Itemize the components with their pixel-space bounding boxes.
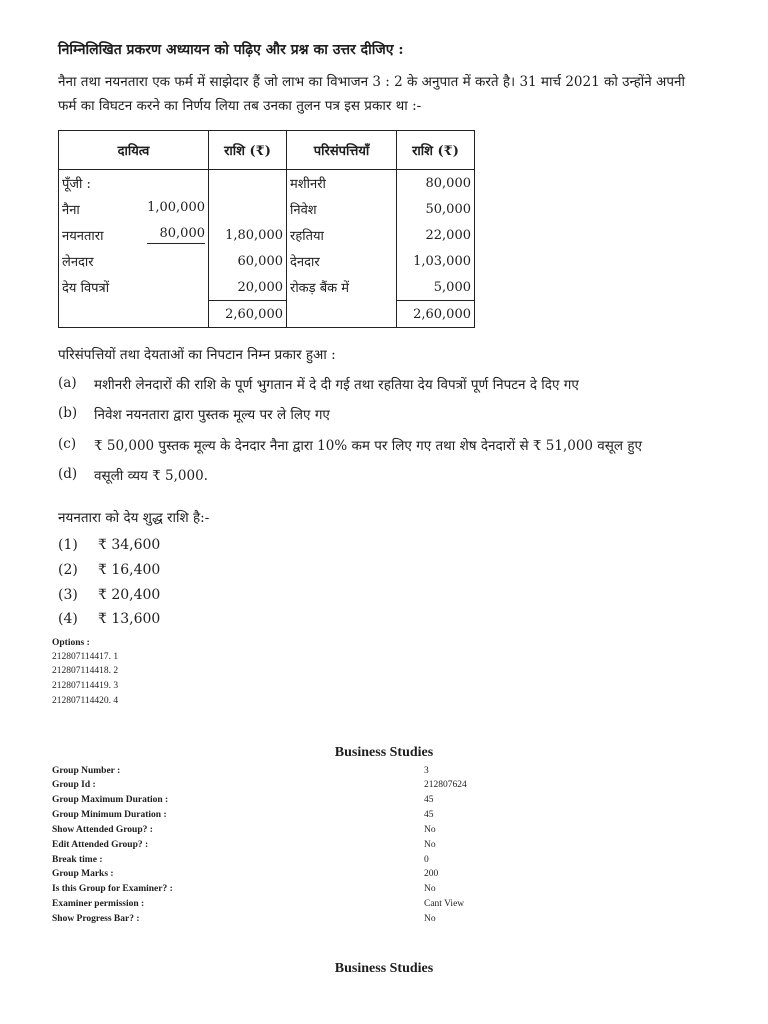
table-row	[59, 196, 475, 222]
bills-payable-label: देय विपत्रों	[59, 274, 209, 301]
table-row	[59, 170, 475, 197]
group-info-row	[52, 766, 572, 776]
settlement-item	[58, 466, 208, 484]
asset-amount: 1,03,000	[397, 248, 475, 274]
asset-amount: 50,000	[397, 196, 475, 222]
settlement-text: निवेश नयनतारा द्वारा पुस्तक मूल्य पर ले लिए गए	[94, 407, 330, 423]
intro-line-1: नैना तथा नयनतारा एक फर्म में साझेदार हैं जो लाभ का विभाजन 3 : 2 के अनुपात में करते है। 31 मार्च 2021 को उन्होंने अपनी	[58, 74, 686, 90]
option-id: 212807114418. 2	[52, 666, 119, 676]
question-heading: निम्निलिखित प्रकरण अध्यायन को पढ़िए और प्रश्न का उत्तर दीजिए :	[58, 42, 404, 58]
settlement-label: (d)	[58, 466, 78, 482]
table-row	[59, 248, 475, 274]
asset-label: देनदार	[287, 248, 397, 274]
partner-naina-amount: 1,00,000	[147, 200, 205, 215]
asset-label: रहतिया	[287, 222, 397, 248]
group-info-key: Edit Attended Group? :	[52, 840, 149, 850]
group-info-value: 45	[424, 810, 434, 820]
header-amount-1: राशि (₹)	[209, 131, 287, 170]
group-info-value: No	[424, 914, 436, 924]
bills-payable-amount: 20,000	[209, 274, 287, 301]
settlement-text: मशीनरी लेनदारों की राशि के पूर्ण भुगतान में दे दी गई तथा रहतिया देय विपत्रों पूर्ण निपटन दे दिए गए	[94, 377, 579, 393]
asset-label: रोकड़ बैंक में	[287, 274, 397, 301]
table-header-row	[59, 131, 475, 170]
group-info-row	[52, 899, 572, 909]
group-info-row	[52, 810, 572, 820]
option-text: ₹ 34,600	[98, 537, 161, 553]
table-row	[59, 222, 475, 248]
option-text: ₹ 16,400	[98, 562, 161, 578]
partner-nayantara-label: नयनतारा	[62, 229, 104, 244]
liabilities-total: 2,60,000	[209, 301, 287, 328]
group-info-row	[52, 840, 572, 850]
option-id: 212807114417. 1	[52, 652, 119, 662]
group-info-value: No	[424, 840, 436, 850]
group-info-key: Group Minimum Duration :	[52, 810, 167, 820]
settlement-item	[58, 436, 642, 454]
group-info-key: Is this Group for Examiner? :	[52, 884, 173, 894]
settlement-label: (b)	[58, 405, 78, 421]
asset-amount: 22,000	[397, 222, 475, 248]
option-label: (1)	[58, 537, 78, 553]
answer-option	[58, 587, 160, 603]
settlement-text: वसूली व्यय ₹ 5,000.	[94, 468, 208, 484]
intro-line-2: फर्म का विघटन करने का निर्णय लिया तब उनका तुलन पत्र इस प्रकार था :-	[58, 98, 422, 114]
group-info-key: Break time :	[52, 855, 103, 865]
case-intro	[58, 70, 738, 118]
partner-nayantara-amount: 80,000	[147, 226, 205, 244]
group-info-row	[52, 884, 572, 894]
asset-amount: 80,000	[397, 170, 475, 197]
group-info-key: Group Marks :	[52, 869, 114, 879]
group-info-value: 45	[424, 795, 434, 805]
section-title: Business Studies	[334, 745, 434, 760]
group-info-value: Cant View	[424, 899, 465, 909]
asset-label: मशीनरी	[287, 170, 397, 197]
question-text: नयनतारा को देय शुद्ध राशि है:-	[58, 510, 210, 526]
options-header: Options :	[52, 638, 90, 648]
capital-label: पूँजी :	[59, 170, 209, 197]
section-title: Business Studies	[334, 961, 434, 976]
group-info-row	[52, 795, 572, 805]
settlement-item	[58, 375, 579, 393]
creditors-label: लेनदार	[59, 248, 209, 274]
balance-sheet-table	[58, 130, 475, 328]
asset-label: निवेश	[287, 196, 397, 222]
asset-amount: 5,000	[397, 274, 475, 301]
group-info-value: 0	[424, 855, 429, 865]
assets-total: 2,60,000	[397, 301, 475, 328]
settlement-text: ₹ 50,000 पुस्तक मूल्य के देनदार नैना द्वारा 10% कम पर लिए गए तथा शेष देनदारों से ₹ 51,000 वसूल हुए	[94, 438, 643, 454]
group-info-row	[52, 825, 572, 835]
answer-option	[58, 562, 160, 578]
option-id: 212807114420. 4	[52, 696, 119, 706]
group-info-key: Group Maximum Duration :	[52, 795, 169, 805]
header-liabilities: दायित्व	[59, 131, 209, 170]
group-info-key: Group Number :	[52, 766, 121, 776]
group-info-value: 200	[424, 869, 439, 879]
option-label: (4)	[58, 611, 78, 627]
group-info-key: Examiner permission :	[52, 899, 145, 909]
capital-total: 1,80,000	[209, 222, 287, 248]
partner-naina-label: नैना	[62, 203, 80, 218]
option-id: 212807114419. 3	[52, 681, 119, 691]
group-info-value: No	[424, 884, 436, 894]
header-amount-2: राशि (₹)	[397, 131, 475, 170]
header-assets: परिसंपत्तियाँ	[287, 131, 397, 170]
group-info-row	[52, 855, 572, 865]
group-info-key: Show Progress Bar? :	[52, 914, 140, 924]
settlement-label: (c)	[58, 436, 77, 452]
group-info-row	[52, 914, 572, 924]
option-text: ₹ 20,400	[98, 587, 161, 603]
table-row	[59, 274, 475, 301]
option-label: (2)	[58, 562, 78, 578]
option-text: ₹ 13,600	[98, 611, 161, 627]
group-info-row	[52, 869, 572, 879]
group-info-value: 3	[424, 766, 429, 776]
option-label: (3)	[58, 587, 78, 603]
table-total-row	[59, 301, 475, 328]
settlement-item	[58, 405, 330, 423]
group-info-key: Group Id :	[52, 780, 96, 790]
answer-option	[58, 537, 160, 553]
creditors-amount: 60,000	[209, 248, 287, 274]
group-info-key: Show Attended Group? :	[52, 825, 153, 835]
settlement-label: (a)	[58, 375, 77, 391]
settlement-title: परिसंपत्तियों तथा देयताओं का निपटान निम्न प्रकार हुआ :	[58, 347, 336, 363]
answer-option	[58, 611, 160, 627]
group-info-row	[52, 780, 572, 790]
group-info-value: No	[424, 825, 436, 835]
group-info-value: 212807624	[424, 780, 467, 790]
